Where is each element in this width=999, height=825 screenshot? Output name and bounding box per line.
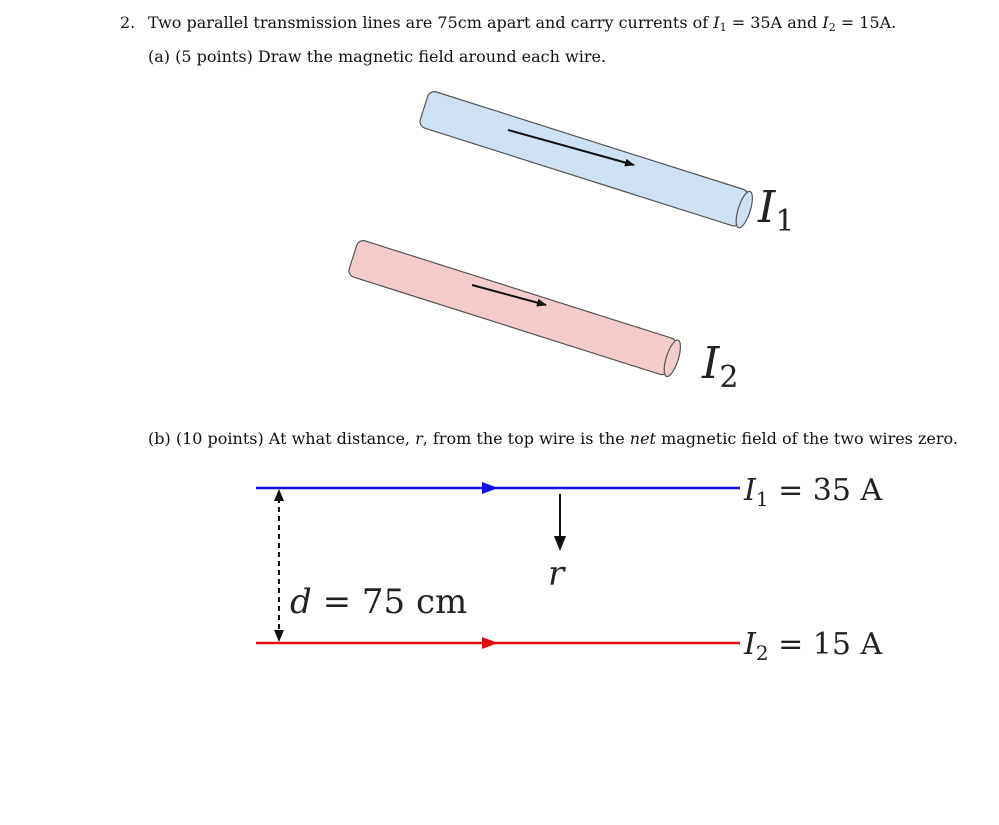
- part-b-r-symbol: r: [415, 429, 423, 448]
- wire-1-label: $I_1$: [758, 182, 795, 239]
- question-text-pre: Two parallel transmission lines are 75cm apart and carry currents of: [148, 13, 714, 32]
- separation-arrowhead-top: [274, 489, 284, 501]
- part-b-points: (10 points): [175, 429, 264, 448]
- bottom-wire-current-arrow: [482, 637, 498, 649]
- part-b-text-pre: At what distance,: [268, 429, 416, 448]
- part-b-emphasis: net: [629, 429, 656, 448]
- r-arrow-head: [554, 536, 566, 551]
- wire-2-body: [347, 239, 678, 377]
- part-a-points: (5 points): [175, 47, 253, 66]
- i2-symbol: I: [822, 13, 829, 32]
- question-number: 2.: [120, 13, 136, 32]
- wire-2: [347, 239, 684, 378]
- separation-arrowhead-bottom: [274, 630, 284, 642]
- bottom-wire-label: $I_2 = 15$ A: [744, 627, 883, 665]
- i2-subscript: 2: [828, 21, 836, 34]
- i1-symbol: I: [713, 13, 720, 32]
- part-b-text-mid: , from the top wire is the: [422, 429, 630, 448]
- part-b-prompt: [148, 429, 958, 449]
- top-wire-label: $I_1 = 35$ A: [744, 473, 883, 511]
- part-a-label: (a): [148, 47, 171, 66]
- r-label: r: [548, 554, 565, 594]
- d-label: d = 75 cm: [290, 582, 468, 622]
- wire-1: [418, 90, 755, 230]
- i1-subscript: 1: [719, 21, 727, 34]
- top-wire-current-arrow: [482, 482, 498, 494]
- wire-2-label: $I_2$: [702, 338, 739, 395]
- part-b-label: (b): [148, 429, 171, 448]
- wire-1-body: [418, 90, 750, 228]
- part-a-text: Draw the magnetic field around each wire.: [257, 47, 607, 66]
- i1-value: = 35A and: [726, 13, 823, 32]
- part-b-text-post: magnetic field of the two wires zero.: [655, 429, 958, 448]
- i2-value: = 15A.: [835, 13, 897, 32]
